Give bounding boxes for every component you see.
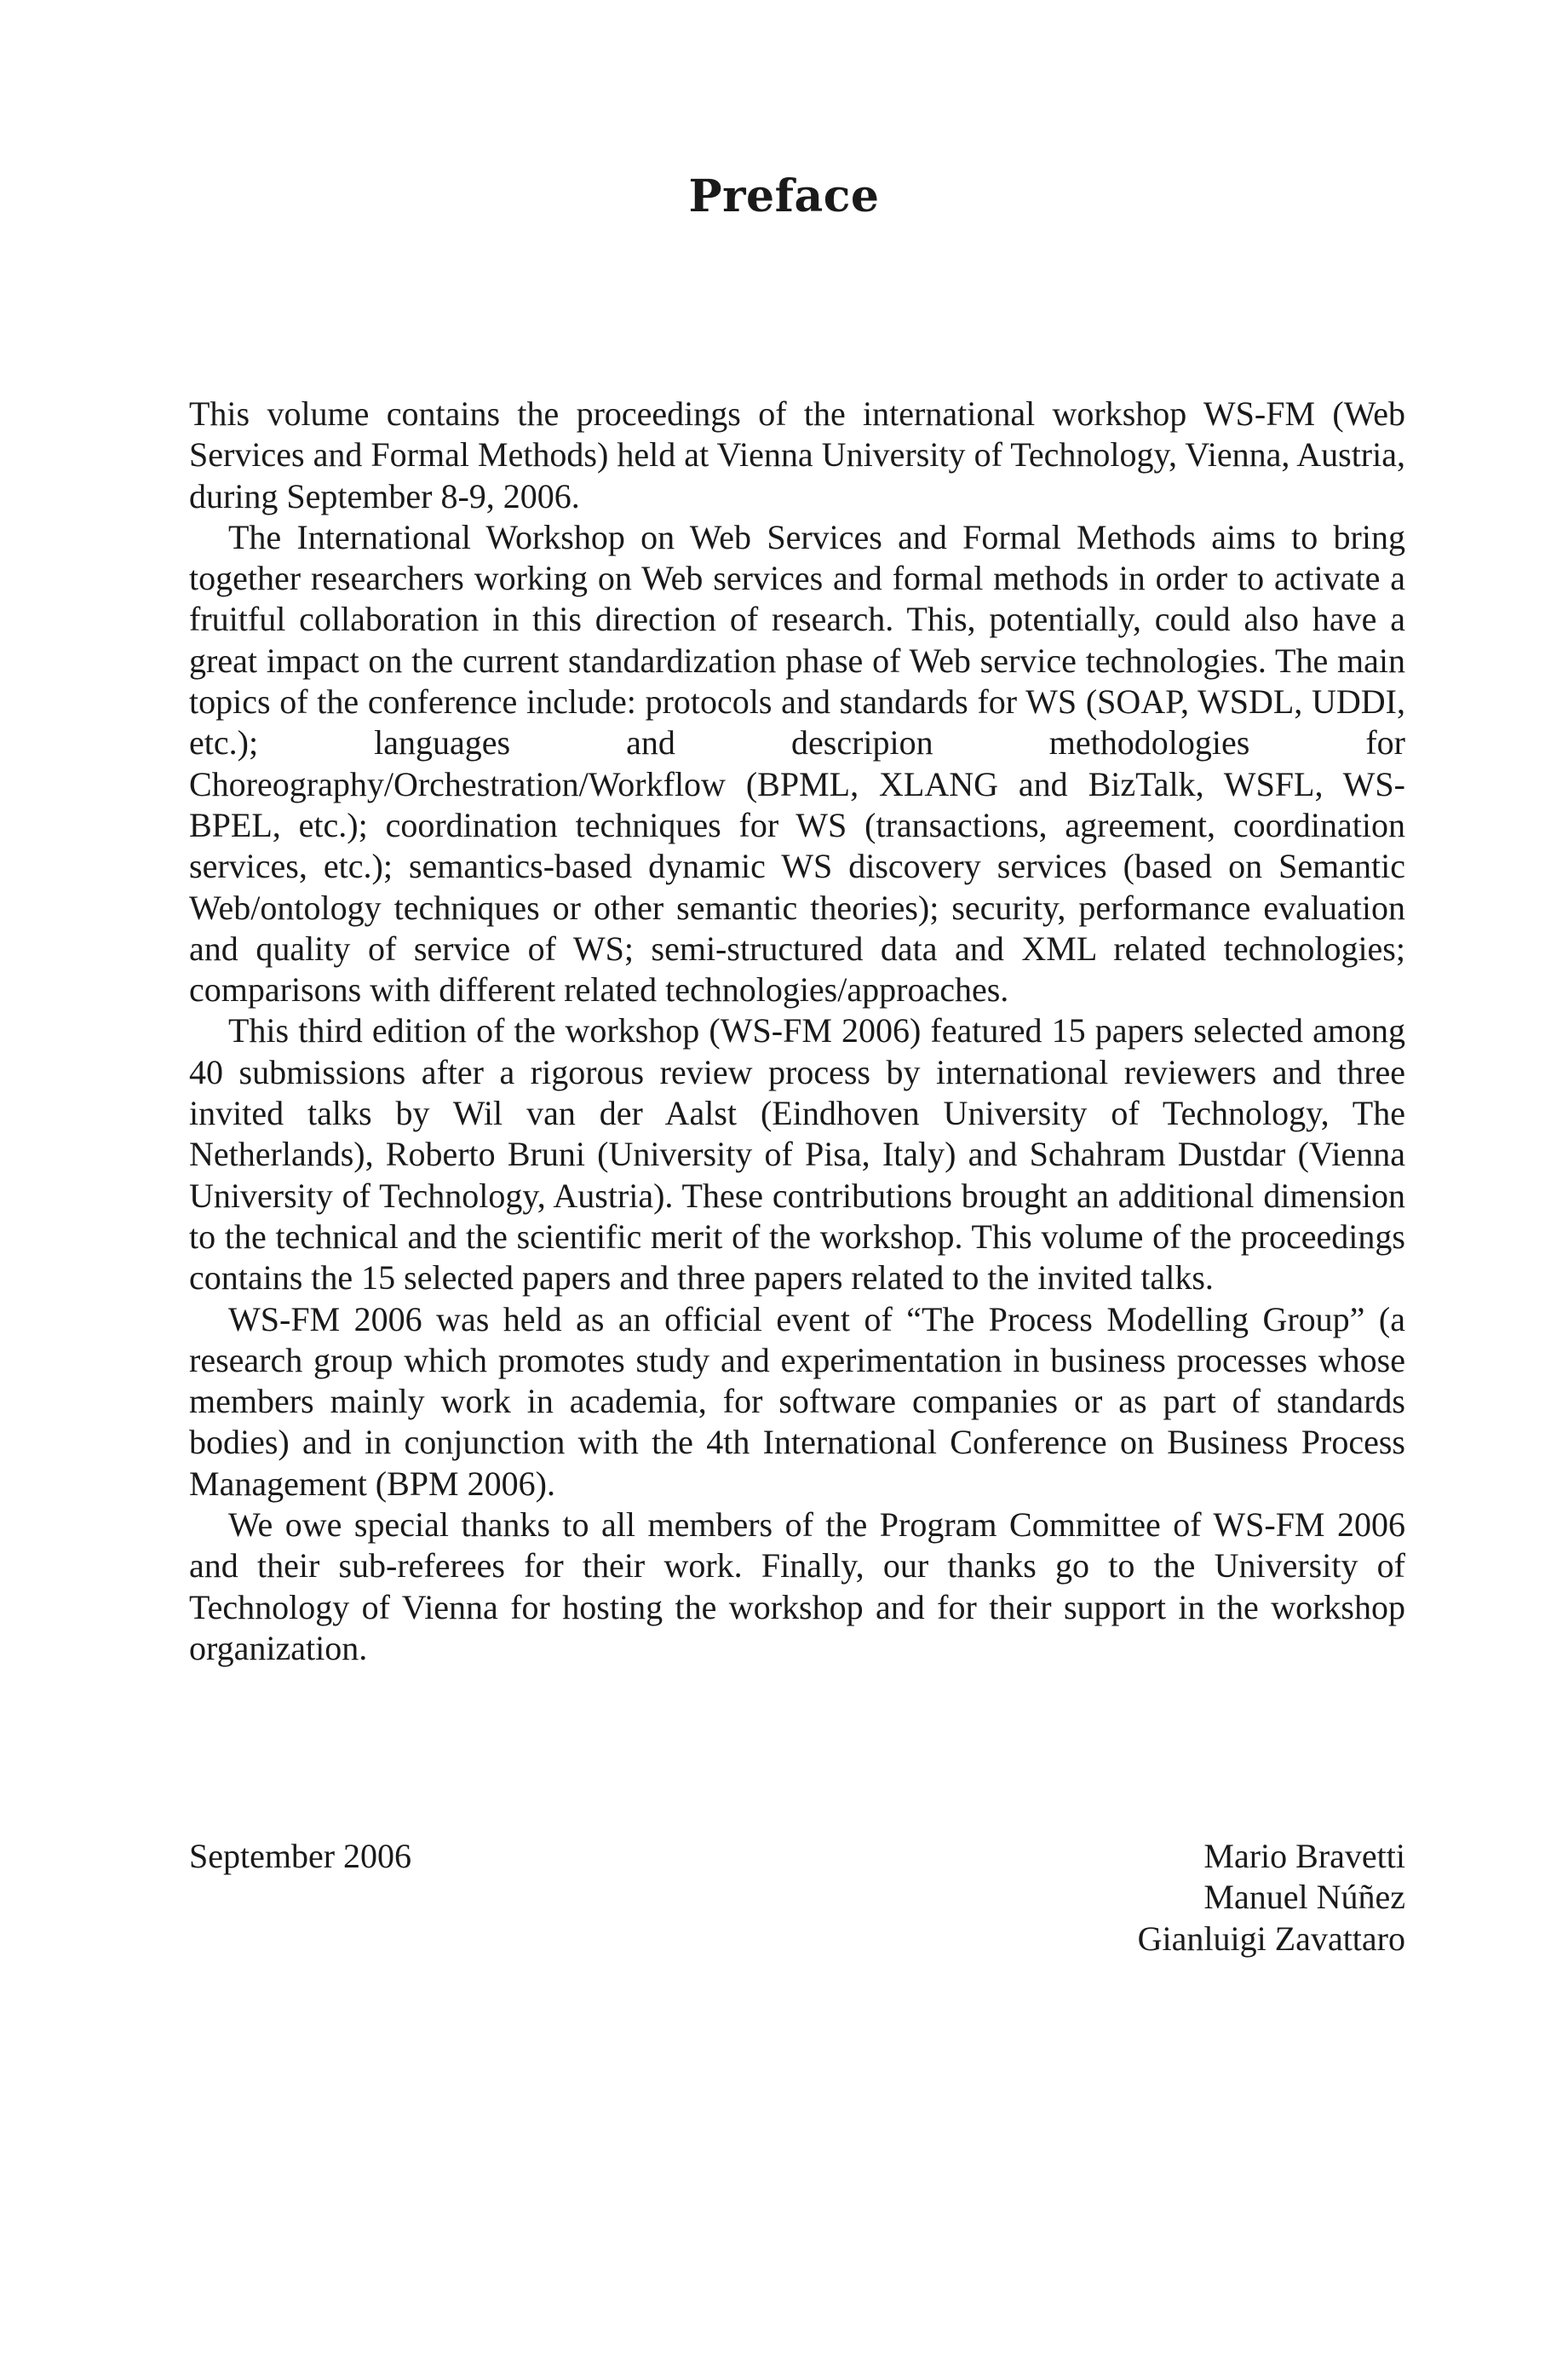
paragraph: The International Workshop on Web Services and Formal Methods aims to bring together researchers working on Web services and formal methods in order to activate a fruitful collaboration in this direction of research. This, potentially, could also have a great impact on the current standardization phase of Web service technologies. The main topics of the conference include: protocols and standards for WS (SOAP, WSDL, UDDI, etc.); languages and descripion methodologies for Choreography/Orchestration/Workflow (BPML, XLANG and BizTalk, WSFL, WS-BPEL, etc.); coordination techniques for WS (transactions, agreement, coordination services, etc.); semantics-based dynamic WS discovery services (based on Semantic Web/ontology techniques or other semantic theories); security, performance evaluation and quality of service of WS; semi-structured data and XML related technologies; comparisons with different related technologies/approaches. bbox=[189, 517, 1405, 1010]
paragraph: This third edition of the workshop (WS-FM 2006) featured 15 papers selected among 40 submissions after a rigorous review process by international reviewers and three invited talks by Wil van der Aalst (Eindhoven University of Technology, The Netherlands), Roberto Bruni (University of Pisa, Italy) and Schahram Dustdar (Vienna University of Technology, Austria). These contributions brought an additional dimension to the technical and the scientific merit of the workshop. This volume of the proceedings contains the 15 selected papers and three papers related to the invited talks. bbox=[189, 1011, 1405, 1298]
signatory-name: Mario Bravetti bbox=[1203, 1837, 1405, 1875]
paragraph: This volume contains the proceedings of the international workshop WS-FM (Web Services and Formal Methods) held at Vienna University of Technology, Vienna, Austria, during September 8-9, 2006. bbox=[189, 394, 1405, 515]
signatory-name: Gianluigi Zavattaro bbox=[1137, 1919, 1405, 1958]
signatories bbox=[1138, 1836, 1405, 1959]
closing-date: September 2006 bbox=[189, 1837, 412, 1875]
page-title: Preface bbox=[688, 170, 880, 222]
paragraph: WS-FM 2006 was held as an official event of “The Process Modelling Group” (a research group which promotes study and experimentation in business processes whose members mainly work in academia, for software companies or as part of standards bodies) and in conjunction with the 4th International Conference on Business Process Management (BPM 2006). bbox=[189, 1299, 1405, 1503]
paragraph: We owe special thanks to all members of the Program Committee of WS-FM 2006 and their sub-referees for their work. Finally, our thanks go to the University of Technology of Vienna for hosting the workshop and for their support in the workshop organization. bbox=[189, 1505, 1405, 1667]
signatory-name: Manuel Núñez bbox=[1203, 1878, 1405, 1917]
preface-body bbox=[189, 394, 1405, 1669]
